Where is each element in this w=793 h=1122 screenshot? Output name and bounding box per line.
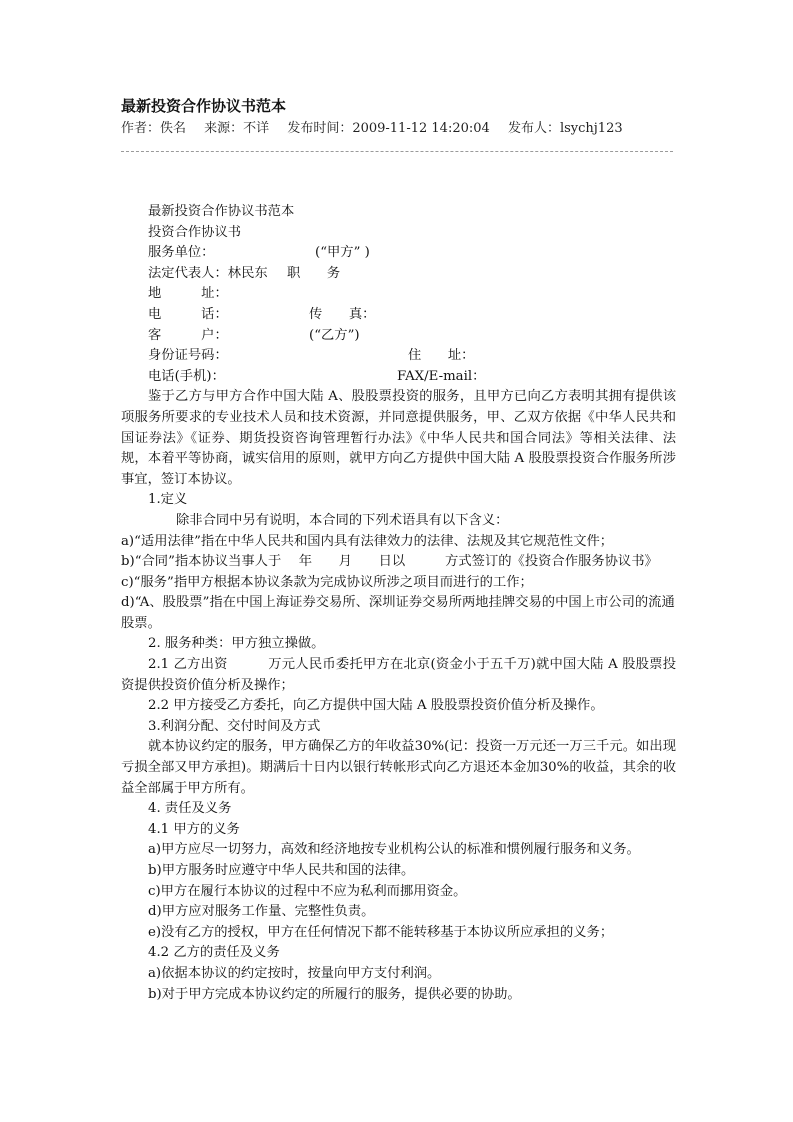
section-1-intro: 除非合同中另有说明，本合同的下列术语具有以下含义： — [176, 512, 509, 528]
service-unit-label: 服务单位： — [148, 245, 215, 261]
clause-4-1-d: d)甲方应对服务工作量、完整性负责。 — [148, 904, 375, 920]
author-text: 作者：佚名 — [121, 121, 187, 136]
address-row — [121, 284, 676, 305]
clause-4-1-c: c)甲方在履行本协议的过程中不应为私利而挪用资金。 — [148, 883, 467, 899]
doc-subtitle: 投资合作协议书 — [148, 224, 242, 240]
party-a-tag: (“甲方” ) — [315, 245, 370, 261]
source-text: 来源：不详 — [204, 121, 270, 136]
clause-4-1-b: b)甲方服务时应遵守中华人民共和国的法律。 — [148, 863, 415, 878]
section-3-heading: 3.利润分配、交付时间及方式 — [148, 718, 321, 734]
article-title: 最新投资合作协议书范本 — [121, 97, 287, 115]
publisher-text: 发布人：lsychj123 — [507, 121, 623, 136]
address-label: 地 址： — [148, 286, 228, 302]
section-1-heading: 1.定义 — [148, 492, 188, 508]
clause-4-2-heading: 4.2 乙方的责任及义务 — [148, 945, 280, 961]
definition-d: d)“A、股股票”指在中国上海证券交易所、深圳证券交易所两地挂牌交易的中国上市公司的流通股票。 — [121, 595, 675, 631]
definition-a: a)“适用法律”指在中华人民共和国内具有法律效力的法律、法规及其它规范性文件； — [121, 533, 614, 549]
section-4-heading: 4. 责任及义务 — [148, 801, 232, 817]
clause-4-1-a: a)甲方应尽一切努力，高效和经济地按专业机构公认的标准和惯例履行服务和义务。 — [148, 842, 640, 858]
legal-rep-row — [121, 264, 676, 285]
id-label: 身份证号码： — [148, 348, 228, 364]
residence-label: 住 址： — [408, 348, 475, 364]
definition-c: c)“服务”指甲方根据本协议条款为完成协议所涉之项目而进行的工作； — [121, 574, 533, 590]
mobile-label: 电话(手机)： — [148, 368, 225, 384]
doc-title: 最新投资合作协议书范本 — [148, 204, 295, 219]
phone-label: 电 话： — [148, 306, 228, 322]
section-3-paragraph: 就本协议约定的服务，甲方确保乙方的年收益30%(记：投资一万元还一万三千元。如出现亏损全部又甲方承担)。期满后十日内以银行转帐形式向乙方退还本金加30%的收益，其余的收益全部属于甲方所有。 — [121, 739, 676, 796]
clause-4-1-e: e)没有乙方的授权，甲方在任何情况下都不能转移基于本协议所应承担的义务； — [148, 924, 614, 940]
client-row — [121, 326, 676, 347]
header-divider — [121, 151, 673, 152]
service-unit-row — [121, 243, 676, 264]
phone-row — [121, 305, 676, 326]
id-row — [121, 346, 676, 367]
clause-4-2-b: b)对于甲方完成本协议约定的所履行的服务，提供必要的协助。 — [148, 986, 521, 1002]
intro-paragraph: 鉴于乙方与甲方合作中国大陆 A、股股票投资的服务，且甲方已向乙方表明其拥有提供该项服务所要求的专业技术人员和技术资源，并同意提供服务，甲、乙双方依据《中华人民共和国证券法》《证券、期货投资咨询管理暂行办法》《中华人民共和国合同法》等相关法律、法规，本着平等协商，诚实信用的原则，就甲方向乙方提供中国大陆 A 股股票投资合作服务所涉事宜，签订本协议。 — [121, 389, 676, 487]
article-meta — [121, 120, 637, 138]
publish-time-text: 发布时间：2009-11-12 14:20:04 — [287, 121, 490, 136]
clause-4-1-heading: 4.1 甲方的义务 — [148, 821, 240, 837]
legal-rep-label: 法定代表人：林民东 — [148, 265, 268, 281]
mobile-row — [121, 367, 676, 388]
clause-4-2-a: a)依据本协议的约定按时，按量向甲方支付利润。 — [148, 965, 441, 981]
fax-label: 传 真： — [309, 306, 376, 322]
fax-email-label: FAX/E-mail： — [397, 368, 486, 384]
definition-b: b)“合同”指本协议当事人于 年 月 日以 方式签订的《投资合作服务协议书》 — [121, 554, 658, 570]
contract-body — [121, 202, 676, 1005]
party-b-tag: (“乙方”) — [309, 327, 360, 343]
position-label: 职 务 — [287, 265, 341, 281]
client-label: 客 户： — [148, 327, 228, 343]
section-2-heading: 2. 服务种类：甲方独立操做。 — [148, 636, 325, 652]
clause-2-2: 2.2 甲方接受乙方委托，向乙方提供中国大陆 A 股股票投资价值分析及操作。 — [148, 698, 604, 714]
clause-2-1: 2.1 乙方出资 万元人民币委托甲方在北京(资金小于五千万)就中国大陆 A 股股票投资提供投资价值分析及操作； — [121, 657, 676, 693]
